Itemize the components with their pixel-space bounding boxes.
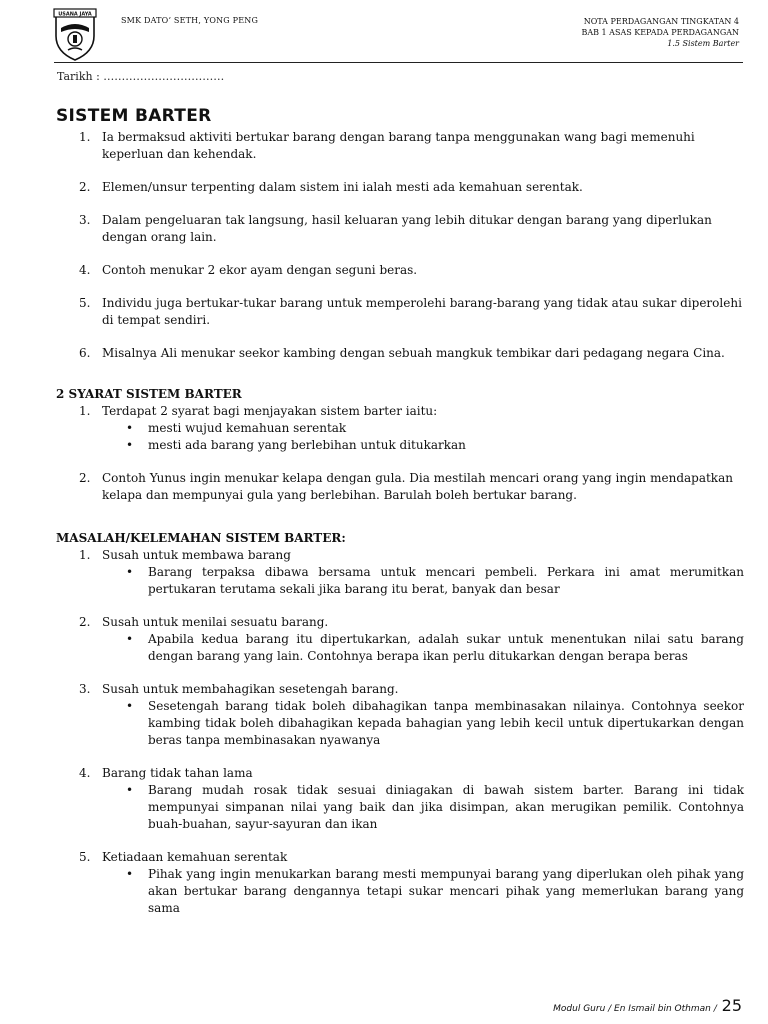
syarat-list (56, 403, 744, 420)
header-subject: NOTA PERDAGANGAN TINGKATAN 4 (583, 17, 739, 26)
syarat-list-2 (56, 470, 744, 504)
bullet-item: • Sesetengah barang tidak boleh dibahagikan tanpa membinasakan nilainya. Contohnya seekor kambing tidak boleh dibahagikan kepada bahagian yang lebih kecil untuk dipertukarkan dengan beras tanpa membinasakan nyawanya (56, 698, 744, 749)
bullet-item: • mesti wujud kemahuan serentak (56, 420, 744, 437)
list-item: 2. Contoh Yunus ingin menukar kelapa dengan gula. Dia mestilah mencari orang yang ingin mendapatkan kelapa dan mempunyai gula yang berlebihan. Barulah boleh bertukar barang. (79, 471, 733, 502)
masalah-list (56, 547, 744, 564)
page-footer (553, 996, 742, 1015)
page-title: SISTEM BARTER (56, 106, 212, 126)
definition-list (56, 129, 744, 362)
header-chapter: BAB 1 ASAS KEPADA PERDAGANGAN (581, 28, 739, 37)
list-item: 5. Ketiadaan kemahuan serentak (79, 850, 288, 864)
list-item: 4. Contoh menukar 2 ekor ayam dengan seguni beras. (79, 263, 418, 277)
page-number: 25 (721, 996, 742, 1015)
masalah-list (56, 849, 744, 866)
list-item: 1. Susah untuk membawa barang (79, 548, 291, 562)
bullet-item: • Pihak yang ingin menukarkan barang mesti mempunyai barang yang diperlukan oleh pihak yang akan bertukar barang dengannya tetapi sukar mencari pihak yang memerlukan barang yang sama (56, 866, 744, 917)
masalah-bullets (56, 698, 744, 749)
content (56, 106, 744, 917)
date-field: Tarikh : …………………………… (57, 70, 225, 83)
masalah-bullets (56, 631, 744, 665)
masalah-bullets (56, 866, 744, 917)
masalah-list (56, 765, 744, 782)
list-item: 3. Dalam pengeluaran tak langsung, hasil keluaran yang lebih ditukar dengan barang yang diperlukan dengan orang lain. (79, 213, 712, 244)
school-logo (50, 6, 100, 62)
bullet-item: • Apabila kedua barang itu dipertukarkan, adalah sukar untuk menentukan nilai satu barang dengan barang yang lain. Contohnya berapa ikan perlu ditukarkan dengan berapa beras (56, 631, 744, 665)
header-rule (54, 62, 743, 63)
list-item: 3. Susah untuk membahagikan sesetengah barang. (79, 682, 399, 696)
list-item: 5. Individu juga bertukar-tukar barang untuk memperolehi barang-barang yang tidak atau sukar diperolehi di tempat sendiri. (79, 296, 742, 327)
masalah-list (56, 681, 744, 698)
school-name: SMK DATO’ SETH, YONG PENG (121, 16, 259, 25)
footer-author: Modul Guru / En Ismail bin Othman / (553, 1004, 717, 1014)
masalah-bullets (56, 782, 744, 833)
masalah-list (56, 614, 744, 631)
header-topic: 1.5 Sistem Barter (667, 39, 739, 48)
bullet-item: • Barang mudah rosak tidak sesuai diniagakan di bawah sistem barter. Barang ini tidak mempunyai simpanan nilai yang baik dan jika disimpan, akan merugikan pemilik. Contohnya buah-buahan, sayur-sayuran dan ikan (56, 782, 744, 833)
list-item: 2. Elemen/unsur terpenting dalam sistem ini ialah mesti ada kemahuan serentak. (79, 180, 583, 194)
section-heading-syarat: 2 SYARAT SISTEM BARTER (56, 387, 242, 401)
bullet-item: • mesti ada barang yang berlebihan untuk ditukarkan (56, 437, 744, 454)
list-item: 2. Susah untuk menilai sesuatu barang. (79, 615, 329, 629)
header-right (581, 16, 739, 49)
list-item: 6. Misalnya Ali menukar seekor kambing dengan sebuah mangkuk tembikar dari pedagang negara Cina. (79, 346, 725, 360)
section-heading-masalah: MASALAH/KELEMAHAN SISTEM BARTER: (56, 531, 346, 545)
masalah-bullets (56, 564, 744, 598)
list-item: 4. Barang tidak tahan lama (79, 766, 253, 780)
list-item: 1. Terdapat 2 syarat bagi menjayakan sistem barter iaitu: (79, 404, 438, 418)
syarat-bullets (56, 420, 744, 454)
list-item: 1. Ia bermaksud aktiviti bertukar barang dengan barang tanpa menggunakan wang bagi memenuhi keperluan dan kehendak. (79, 130, 695, 161)
bullet-item: • Barang terpaksa dibawa bersama untuk mencari pembeli. Perkara ini amat merumitkan pertukaran terutama sekali jika barang itu berat, banyak dan besar (56, 564, 744, 598)
logo-text: USANA JAYA (58, 11, 92, 18)
